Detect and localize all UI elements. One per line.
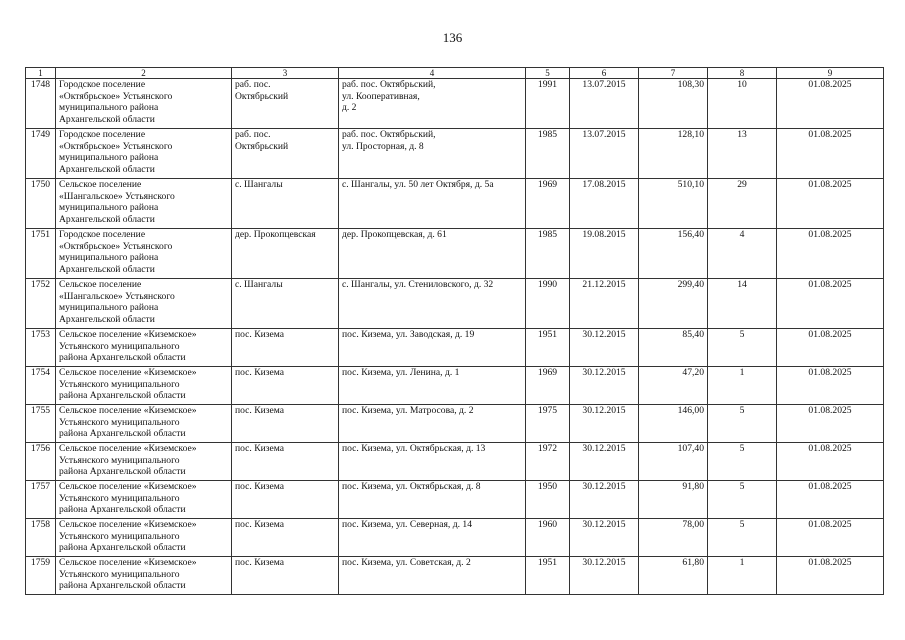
locality-cell-line: пос. Кизема bbox=[235, 557, 285, 568]
deadline-cell: 01.08.2025 bbox=[777, 229, 884, 279]
housing-table bbox=[25, 67, 884, 595]
area-cell: 156,40 bbox=[639, 229, 708, 279]
count-cell: 14 bbox=[708, 279, 777, 329]
date-cell: 17.08.2015 bbox=[570, 179, 639, 229]
municipality-cell bbox=[56, 367, 232, 405]
area-cell: 299,40 bbox=[639, 279, 708, 329]
municipality-cell-line: муниципального района bbox=[59, 302, 159, 314]
address-cell-line: пос. Кизема, ул. Советская, д. 2 bbox=[342, 557, 471, 568]
locality-cell-line: пос. Кизема bbox=[235, 405, 285, 416]
year-cell: 1991 bbox=[526, 79, 570, 129]
address-cell bbox=[339, 329, 526, 367]
column-header: 8 bbox=[708, 68, 777, 79]
municipality-cell-line: Сельское поселение «Киземское» bbox=[59, 329, 197, 340]
year-cell: 1951 bbox=[526, 329, 570, 367]
locality-cell-line: пос. Кизема bbox=[235, 329, 285, 340]
column-header: 2 bbox=[56, 68, 232, 79]
row-number-cell: 1755 bbox=[26, 405, 56, 443]
table-row bbox=[26, 367, 884, 405]
row-number-cell: 1756 bbox=[26, 443, 56, 481]
date-cell: 30.12.2015 bbox=[570, 519, 639, 557]
municipality-cell bbox=[56, 279, 232, 329]
deadline-cell: 01.08.2025 bbox=[777, 481, 884, 519]
address-cell bbox=[339, 405, 526, 443]
count-cell: 29 bbox=[708, 179, 777, 229]
deadline-cell: 01.08.2025 bbox=[777, 405, 884, 443]
locality-cell bbox=[232, 279, 339, 329]
locality-cell-line: пос. Кизема bbox=[235, 519, 285, 530]
address-cell bbox=[339, 129, 526, 179]
municipality-cell-line: района Архангельской области bbox=[59, 580, 186, 592]
municipality-cell-line: Устьянского муниципального bbox=[59, 416, 180, 428]
area-cell: 85,40 bbox=[639, 329, 708, 367]
address-cell bbox=[339, 519, 526, 557]
date-cell: 19.08.2015 bbox=[570, 229, 639, 279]
municipality-cell-line: района Архангельской области bbox=[59, 390, 186, 402]
locality-cell-line: пос. Кизема bbox=[235, 367, 285, 378]
municipality-cell-line: Сельское поселение «Киземское» bbox=[59, 557, 197, 568]
address-cell-line: пос. Кизема, ул. Северная, д. 14 bbox=[342, 519, 473, 530]
area-cell: 128,10 bbox=[639, 129, 708, 179]
deadline-cell: 01.08.2025 bbox=[777, 443, 884, 481]
address-cell bbox=[339, 179, 526, 229]
locality-cell-line: Октябрьский bbox=[235, 140, 289, 152]
address-cell-line: с. Шангалы, ул. Стениловского, д. 32 bbox=[342, 279, 494, 290]
address-cell-line: раб. пос. Октябрьский, bbox=[342, 79, 436, 90]
table-row bbox=[26, 329, 884, 367]
locality-cell-line: с. Шангалы bbox=[235, 179, 283, 190]
table-row bbox=[26, 229, 884, 279]
table-row bbox=[26, 557, 884, 595]
address-cell bbox=[339, 229, 526, 279]
table-row bbox=[26, 79, 884, 129]
address-cell bbox=[339, 443, 526, 481]
address-cell-line: пос. Кизема, ул. Матросова, д. 2 bbox=[342, 405, 474, 416]
year-cell: 1972 bbox=[526, 443, 570, 481]
area-cell: 108,30 bbox=[639, 79, 708, 129]
municipality-cell-line: Устьянского муниципального bbox=[59, 454, 180, 466]
count-cell: 5 bbox=[708, 443, 777, 481]
municipality-cell bbox=[56, 443, 232, 481]
column-number-row bbox=[26, 68, 884, 79]
year-cell: 1950 bbox=[526, 481, 570, 519]
year-cell: 1990 bbox=[526, 279, 570, 329]
address-cell-line: ул. Просторная, д. 8 bbox=[342, 140, 424, 152]
count-cell: 4 bbox=[708, 229, 777, 279]
municipality-cell-line: «Октябрьское» Устьянского bbox=[59, 240, 173, 252]
area-cell: 107,40 bbox=[639, 443, 708, 481]
address-cell bbox=[339, 481, 526, 519]
count-cell: 1 bbox=[708, 557, 777, 595]
deadline-cell: 01.08.2025 bbox=[777, 519, 884, 557]
locality-cell bbox=[232, 229, 339, 279]
locality-cell bbox=[232, 443, 339, 481]
column-header: 6 bbox=[570, 68, 639, 79]
page-number: 136 bbox=[442, 30, 463, 45]
column-header: 9 bbox=[777, 68, 884, 79]
municipality-cell bbox=[56, 129, 232, 179]
municipality-cell-line: Устьянского муниципального bbox=[59, 492, 180, 504]
row-number-cell: 1754 bbox=[26, 367, 56, 405]
year-cell: 1975 bbox=[526, 405, 570, 443]
count-cell: 10 bbox=[708, 79, 777, 129]
column-header: 5 bbox=[526, 68, 570, 79]
deadline-cell: 01.08.2025 bbox=[777, 279, 884, 329]
table-row bbox=[26, 481, 884, 519]
row-number-cell: 1750 bbox=[26, 179, 56, 229]
year-cell: 1985 bbox=[526, 229, 570, 279]
row-number-cell: 1758 bbox=[26, 519, 56, 557]
table-row bbox=[26, 279, 884, 329]
municipality-cell-line: Сельское поселение bbox=[59, 279, 142, 290]
address-cell-line: пос. Кизема, ул. Заводская, д. 19 bbox=[342, 329, 475, 340]
municipality-cell bbox=[56, 405, 232, 443]
locality-cell bbox=[232, 557, 339, 595]
deadline-cell: 01.08.2025 bbox=[777, 79, 884, 129]
count-cell: 5 bbox=[708, 519, 777, 557]
municipality-cell-line: района Архангельской области bbox=[59, 504, 186, 516]
date-cell: 30.12.2015 bbox=[570, 443, 639, 481]
locality-cell-line: раб. пос. bbox=[235, 79, 271, 90]
date-cell: 30.12.2015 bbox=[570, 405, 639, 443]
date-cell: 30.12.2015 bbox=[570, 481, 639, 519]
locality-cell-line: раб. пос. bbox=[235, 129, 271, 140]
locality-cell bbox=[232, 519, 339, 557]
address-cell-line: пос. Кизема, ул. Октябрьская, д. 8 bbox=[342, 481, 481, 492]
locality-cell bbox=[232, 79, 339, 129]
address-cell-line: пос. Кизема, ул. Ленина, д. 1 bbox=[342, 367, 460, 378]
municipality-cell-line: муниципального района bbox=[59, 102, 159, 114]
locality-cell bbox=[232, 329, 339, 367]
municipality-cell-line: Сельское поселение «Киземское» bbox=[59, 443, 197, 454]
municipality-cell-line: Архангельской области bbox=[59, 113, 155, 125]
locality-cell bbox=[232, 405, 339, 443]
column-header: 3 bbox=[232, 68, 339, 79]
municipality-cell bbox=[56, 79, 232, 129]
municipality-cell-line: района Архангельской области bbox=[59, 352, 186, 364]
municipality-cell-line: Городское поселение bbox=[59, 79, 146, 90]
area-cell: 78,00 bbox=[639, 519, 708, 557]
locality-cell-line: с. Шангалы bbox=[235, 279, 283, 290]
municipality-cell bbox=[56, 481, 232, 519]
row-number-cell: 1753 bbox=[26, 329, 56, 367]
column-header: 7 bbox=[639, 68, 708, 79]
locality-cell bbox=[232, 129, 339, 179]
date-cell: 21.12.2015 bbox=[570, 279, 639, 329]
municipality-cell-line: Городское поселение bbox=[59, 229, 146, 240]
municipality-cell-line: района Архангельской области bbox=[59, 542, 186, 554]
count-cell: 5 bbox=[708, 481, 777, 519]
municipality-cell-line: Архангельской области bbox=[59, 313, 155, 325]
municipality-cell bbox=[56, 519, 232, 557]
table-row bbox=[26, 519, 884, 557]
area-cell: 61,80 bbox=[639, 557, 708, 595]
year-cell: 1969 bbox=[526, 179, 570, 229]
municipality-cell-line: Сельское поселение «Киземское» bbox=[59, 405, 197, 416]
area-cell: 510,10 bbox=[639, 179, 708, 229]
municipality-cell-line: Архангельской области bbox=[59, 263, 155, 275]
deadline-cell: 01.08.2025 bbox=[777, 329, 884, 367]
count-cell: 13 bbox=[708, 129, 777, 179]
address-cell-line: пос. Кизема, ул. Октябрьская, д. 13 bbox=[342, 443, 486, 454]
date-cell: 30.12.2015 bbox=[570, 557, 639, 595]
municipality-cell-line: района Архангельской области bbox=[59, 466, 186, 478]
locality-cell-line: пос. Кизема bbox=[235, 443, 285, 454]
municipality-cell bbox=[56, 329, 232, 367]
municipality-cell-line: Сельское поселение «Киземское» bbox=[59, 481, 197, 492]
deadline-cell: 01.08.2025 bbox=[777, 367, 884, 405]
address-cell-line: дер. Прокопцевская, д. 61 bbox=[342, 229, 447, 240]
address-cell-line: раб. пос. Октябрьский, bbox=[342, 129, 436, 140]
row-number-cell: 1757 bbox=[26, 481, 56, 519]
municipality-cell-line: Устьянского муниципального bbox=[59, 378, 180, 390]
locality-cell bbox=[232, 179, 339, 229]
locality-cell-line: дер. Прокопцевская bbox=[235, 229, 316, 240]
municipality-cell-line: муниципального района bbox=[59, 252, 159, 264]
column-header: 1 bbox=[26, 68, 56, 79]
address-cell bbox=[339, 557, 526, 595]
row-number-cell: 1749 bbox=[26, 129, 56, 179]
column-header: 4 bbox=[339, 68, 526, 79]
row-number-cell: 1752 bbox=[26, 279, 56, 329]
deadline-cell: 01.08.2025 bbox=[777, 557, 884, 595]
date-cell: 13.07.2015 bbox=[570, 79, 639, 129]
count-cell: 5 bbox=[708, 405, 777, 443]
row-number-cell: 1759 bbox=[26, 557, 56, 595]
municipality-cell-line: муниципального района bbox=[59, 152, 159, 164]
municipality-cell bbox=[56, 229, 232, 279]
address-cell bbox=[339, 79, 526, 129]
area-cell: 91,80 bbox=[639, 481, 708, 519]
address-cell-line: с. Шангалы, ул. 50 лет Октября, д. 5а bbox=[342, 179, 494, 190]
year-cell: 1985 bbox=[526, 129, 570, 179]
table-row bbox=[26, 179, 884, 229]
year-cell: 1969 bbox=[526, 367, 570, 405]
address-cell bbox=[339, 279, 526, 329]
municipality-cell bbox=[56, 179, 232, 229]
municipality-cell bbox=[56, 557, 232, 595]
municipality-cell-line: Сельское поселение «Киземское» bbox=[59, 519, 197, 530]
municipality-cell-line: Архангельской области bbox=[59, 213, 155, 225]
municipality-cell-line: «Октябрьское» Устьянского bbox=[59, 140, 173, 152]
municipality-cell-line: Устьянского муниципального bbox=[59, 568, 180, 580]
deadline-cell: 01.08.2025 bbox=[777, 179, 884, 229]
municipality-cell-line: Сельское поселение «Киземское» bbox=[59, 367, 197, 378]
municipality-cell-line: «Шангальское» Устьянского bbox=[59, 190, 175, 202]
row-number-cell: 1748 bbox=[26, 79, 56, 129]
address-cell bbox=[339, 367, 526, 405]
municipality-cell-line: Городское поселение bbox=[59, 129, 146, 140]
locality-cell-line: Октябрьский bbox=[235, 90, 289, 102]
address-cell-line: ул. Кооперативная, bbox=[342, 90, 420, 102]
locality-cell bbox=[232, 481, 339, 519]
municipality-cell-line: Сельское поселение bbox=[59, 179, 142, 190]
locality-cell bbox=[232, 367, 339, 405]
address-cell-line: д. 2 bbox=[342, 102, 357, 114]
date-cell: 30.12.2015 bbox=[570, 329, 639, 367]
municipality-cell-line: муниципального района bbox=[59, 202, 159, 214]
year-cell: 1951 bbox=[526, 557, 570, 595]
row-number-cell: 1751 bbox=[26, 229, 56, 279]
count-cell: 1 bbox=[708, 367, 777, 405]
locality-cell-line: пос. Кизема bbox=[235, 481, 285, 492]
municipality-cell-line: Устьянского муниципального bbox=[59, 530, 180, 542]
area-cell: 146,00 bbox=[639, 405, 708, 443]
deadline-cell: 01.08.2025 bbox=[777, 129, 884, 179]
municipality-cell-line: «Шангальское» Устьянского bbox=[59, 290, 175, 302]
table-row bbox=[26, 405, 884, 443]
municipality-cell-line: Архангельской области bbox=[59, 163, 155, 175]
table-row bbox=[26, 129, 884, 179]
municipality-cell-line: «Октябрьское» Устьянского bbox=[59, 90, 173, 102]
count-cell: 5 bbox=[708, 329, 777, 367]
area-cell: 47,20 bbox=[639, 367, 708, 405]
municipality-cell-line: Устьянского муниципального bbox=[59, 340, 180, 352]
date-cell: 30.12.2015 bbox=[570, 367, 639, 405]
municipality-cell-line: района Архангельской области bbox=[59, 428, 186, 440]
table-row bbox=[26, 443, 884, 481]
year-cell: 1960 bbox=[526, 519, 570, 557]
date-cell: 13.07.2015 bbox=[570, 129, 639, 179]
